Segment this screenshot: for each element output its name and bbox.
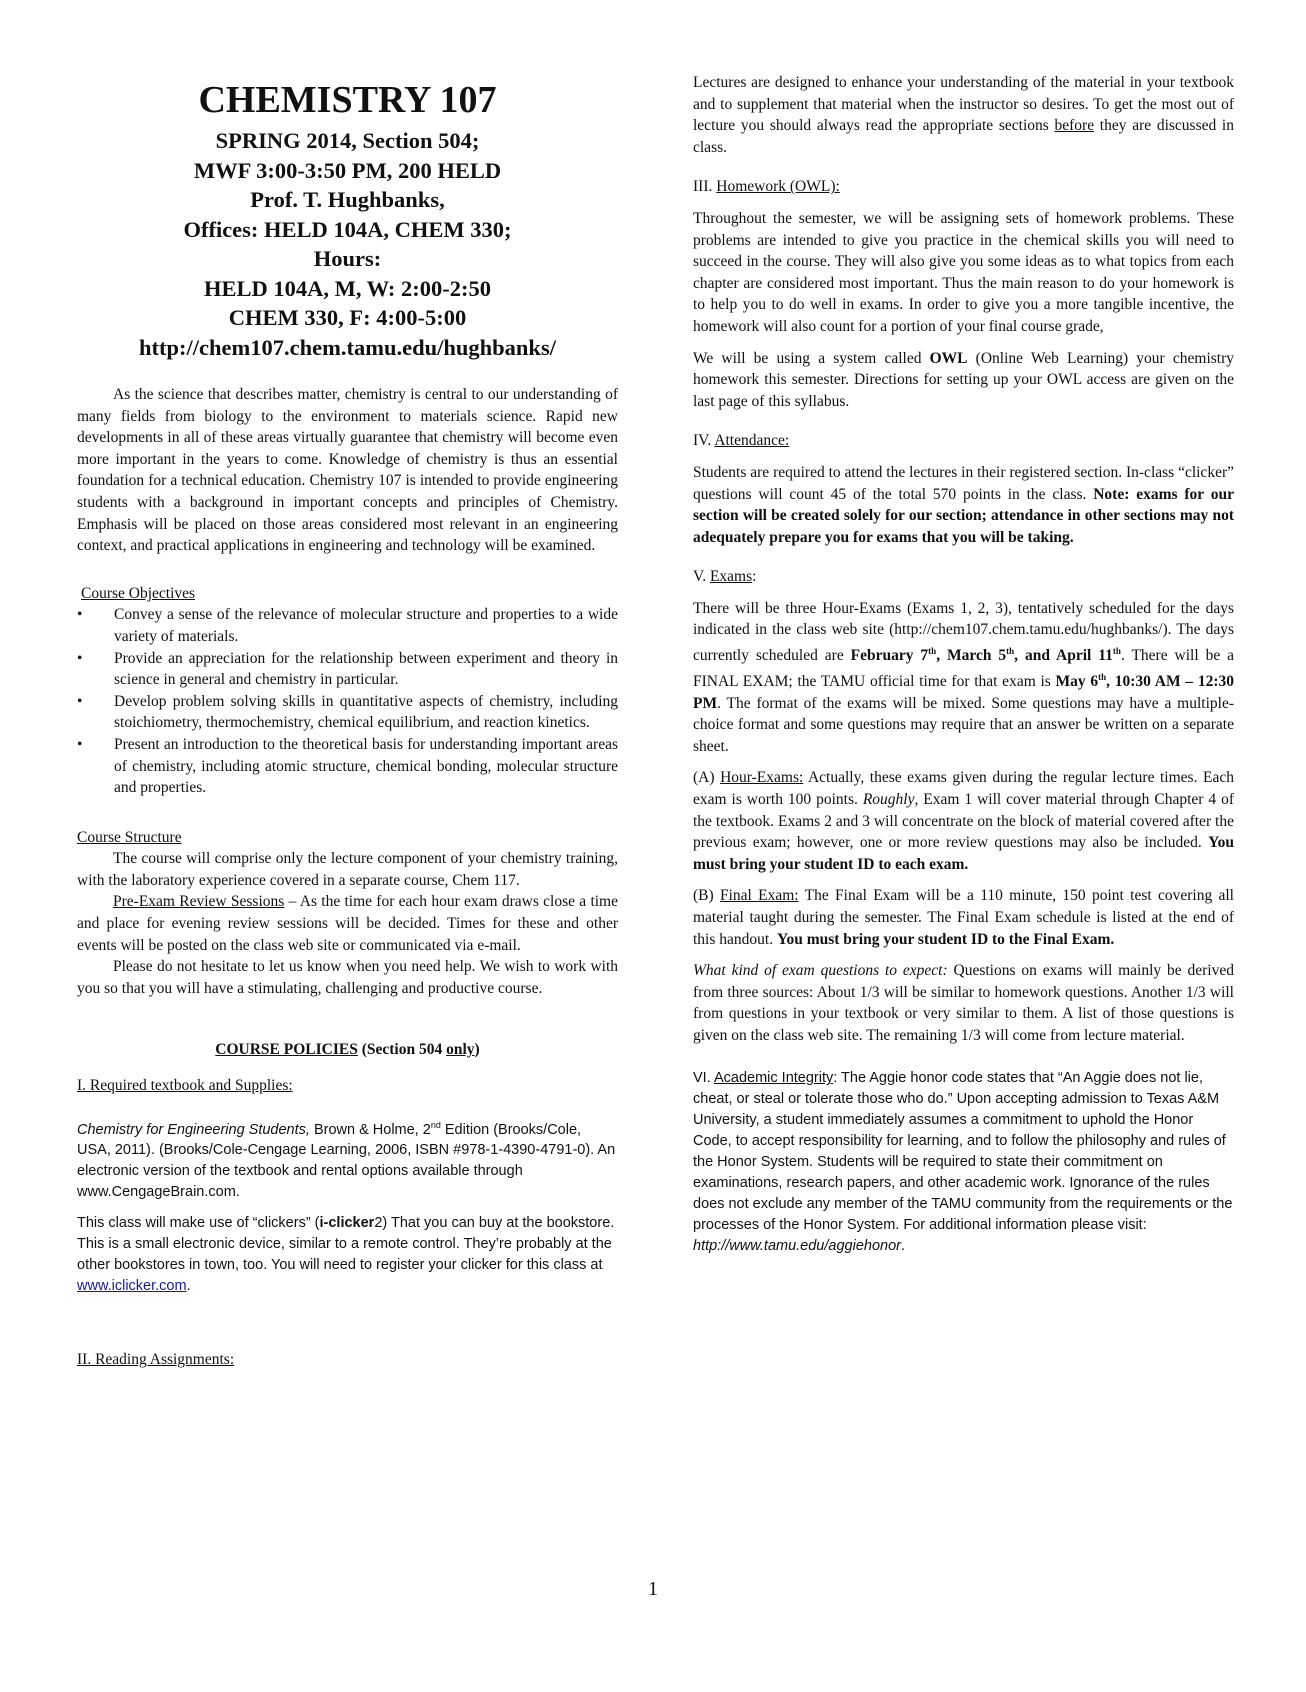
header-hours-held: HELD 104A, M, W: 2:00-2:50 <box>203 275 492 301</box>
bullet-icon: • <box>77 692 83 710</box>
page-number: 1 <box>648 1578 658 1600</box>
structure-paragraph: The course will comprise only the lecture component of your chemistry training, with the laboratory experience covered in a separate course, Chem 117. <box>77 850 618 889</box>
list-item: • Provide an appreciation for the relationship between experiment and theory in science in general and chemistry in particular. <box>77 649 618 689</box>
exams-section <box>693 566 1234 1046</box>
course-title: CHEMISTRY 107 <box>198 79 497 121</box>
final-exam-paragraph: (B) Final Exam: The Final Exam will be a 110 minute, 150 point test covering all material taught during the semester. The Final Exam schedule is listed at the end of this handout. You must bring your student ID to the Final Exam. <box>693 887 1234 948</box>
bullet-icon: • <box>77 735 83 753</box>
header-professor: Prof. T. Hughbanks, <box>250 187 445 212</box>
header-website: http://chem107.chem.tamu.edu/hughbanks/ <box>139 334 556 360</box>
header-hours-label: Hours: <box>313 246 382 271</box>
objectives-section <box>77 583 618 799</box>
attendance-paragraph: Students are required to attend the lectures in their registered section. In-class “clicker” questions will count 45 of the total 570 points in the class. Note: exams for our section will be created solely for our section; attendance in other sections may not adequately prepare you for exams that you will be taking. <box>693 463 1234 546</box>
structure-section <box>77 827 618 1000</box>
header-semester: SPRING 2014, Section 504; <box>215 128 480 153</box>
intro-paragraph: As the science that describes matter, chemistry is central to our understanding of many fields from biology to the environment to materials science. Rapid new developments in all of these areas virtually guarantee that chemistry will become even more important in the years to come. Knowledge of chemistry is thus an essential foundation for a technical education. Chemistry 107 is intended to provide engineering students with a background in important concepts and principles of Chemistry. Emphasis will be placed on those areas considered most relevant in an engineering context, and practical applications in engineering and technology will be examined. <box>77 386 618 555</box>
attendance-heading: IV. Attendance: <box>693 432 790 450</box>
header-hours-chem: CHEM 330, F: 4:00-5:00 <box>228 305 467 330</box>
help-paragraph: Please do not hesitate to let us know when you need help. We wish to work with you so that you will have a stimulating, challenging and productive course. <box>77 958 618 997</box>
attendance-section <box>693 430 1234 548</box>
list-item: • Develop problem solving skills in quantitative aspects of chemistry, including stoichiometry, thermochemistry, chemical equilibrium, and reaction kinetics. <box>77 692 618 732</box>
course-header <box>77 78 618 362</box>
objectives-list <box>77 604 618 798</box>
exams-paragraph: There will be three Hour-Exams (Exams 1, 2, 3), tentatively scheduled for the days indicated in the class web site (http://chem107.chem.tamu.edu/hughbanks/). The days currently scheduled are February 7th, March 5th, and April 11th. There will be a FINAL EXAM; the TAMU official time for that exam is May 6th, 10:30 AM – 12:30 PM. The format of the exams will be mixed. Some questions may have a multiple-choice format and some questions may require that an answer be written on a separate sheet. <box>693 599 1235 755</box>
list-item: • Convey a sense of the relevance of molecular structure and properties to a wide variety of materials. <box>77 606 618 645</box>
reading-heading: II. Reading Assignments: <box>77 1351 235 1369</box>
list-item: • Present an introduction to the theoretical basis for understanding important areas of chemistry, including atomic structure, chemical bonding, molecular structure and properties. <box>77 735 618 797</box>
objectives-heading: Course Objectives <box>81 584 196 602</box>
hour-exams-paragraph: (A) Hour-Exams: Actually, these exams given during the regular lecture times. Each exam is worth 100 points. Roughly, Exam 1 will cover material through Chapter 4 of the textbook. Exams 2 and 3 will concentrate on the block of material covered after the previous exam; however, one or more review questions may also be included. You must bring your student ID to each exam. <box>693 769 1234 873</box>
header-offices: Offices: HELD 104A, CHEM 330; <box>183 216 512 242</box>
exam-questions-paragraph: What kind of exam questions to expect: Questions on exams will mainly be derived from three sources: About 1/3 will be similar to homework questions. Another 1/3 will from questions in your textbook or very similar to them. A list of those questions is given on the class web site. The remaining 1/3 will come from lecture material. <box>693 962 1234 1044</box>
integrity-paragraph: VI. Academic Integrity: The Aggie honor code states that “An Aggie does not lie, cheat, or steal or tolerate those who do.” Upon accepting admission to Texas A&M University, a student immediately assumes a commitment to uphold the Honor Code, to accept responsibility for learning, and to follow the philosophy and rules of the Honor System. Students will be required to state their commitment on examinations, research papers, and other academic work. Ignorance of the rules does not exclude any member of the TAMU community from the requirements or the processes of the Honor System. For additional information please visit: http://www.tamu.edu/aggiehonor. <box>693 1070 1233 1255</box>
bullet-icon: • <box>77 649 83 667</box>
homework-heading: III. Homework (OWL): <box>693 178 840 196</box>
exams-heading: V. Exams: <box>693 568 757 586</box>
right-column <box>693 74 1235 1257</box>
textbook-paragraph: Chemistry for Engineering Students, Brown & Holme, 2nd Edition (Brooks/Cole, USA, 2011). (Brooks/Cole-Cengage Learning, 2006, ISBN #978-1-4390-4791-0). An electronic version of the textbook and rental options available through www.CengageBrain.com. <box>77 1119 616 1201</box>
header-schedule: MWF 3:00-3:50 PM, 200 HELD <box>193 157 502 183</box>
structure-heading: Course Structure <box>77 828 182 846</box>
homework-paragraph: Throughout the semester, we will be assigning sets of homework problems. These problems are intended to give you practice in the chemical skills you will need to succeed in the course. They will also give you some ideas as to what topics from each chapter are considered most important. Thus the main reason to do your homework is to help you to do well in exams. In order to give you a more tangible incentive, the homework will also count for a portion of your final course grade, <box>693 209 1234 335</box>
bullet-icon: • <box>77 606 83 624</box>
review-sessions-paragraph: Pre-Exam Review Sessions – As the time for each hour exam draws close a time and place for evening review sessions will be decided. Times for these and other events will be posted on the class web site or communicated via e-mail. <box>77 893 618 954</box>
clicker-paragraph: This class will make use of “clickers” (i-clicker2) That you can buy at the bookstore. This is a small electronic device, similar to a remote control. They’re probably at the other bookstores in town, too. You will need to register your clicker for this class at www.iclicker.com. <box>77 1215 615 1295</box>
textbook-section <box>77 1075 618 1297</box>
left-column <box>77 78 618 1371</box>
policies-heading: COURSE POLICIES (Section 504 only) <box>215 1041 480 1059</box>
textbook-heading: I. Required textbook and Supplies: <box>77 1077 293 1095</box>
lectures-paragraph: Lectures are designed to enhance your understanding of the material in your textbook and to supplement that material when the instructor so desires. To get the most out of lecture you should always read the appropriate sections before they are discussed in class. <box>693 74 1234 156</box>
homework-section <box>693 176 1234 412</box>
owl-paragraph: We will be using a system called OWL (Online Web Learning) your chemistry homework this semester. Directions for setting up your OWL access are given on the last page of this syllabus. <box>693 349 1234 410</box>
honor-url: http://www.tamu.edu/aggiehonor <box>693 1238 901 1255</box>
iclicker-link[interactable]: www.iclicker.com <box>77 1278 187 1295</box>
